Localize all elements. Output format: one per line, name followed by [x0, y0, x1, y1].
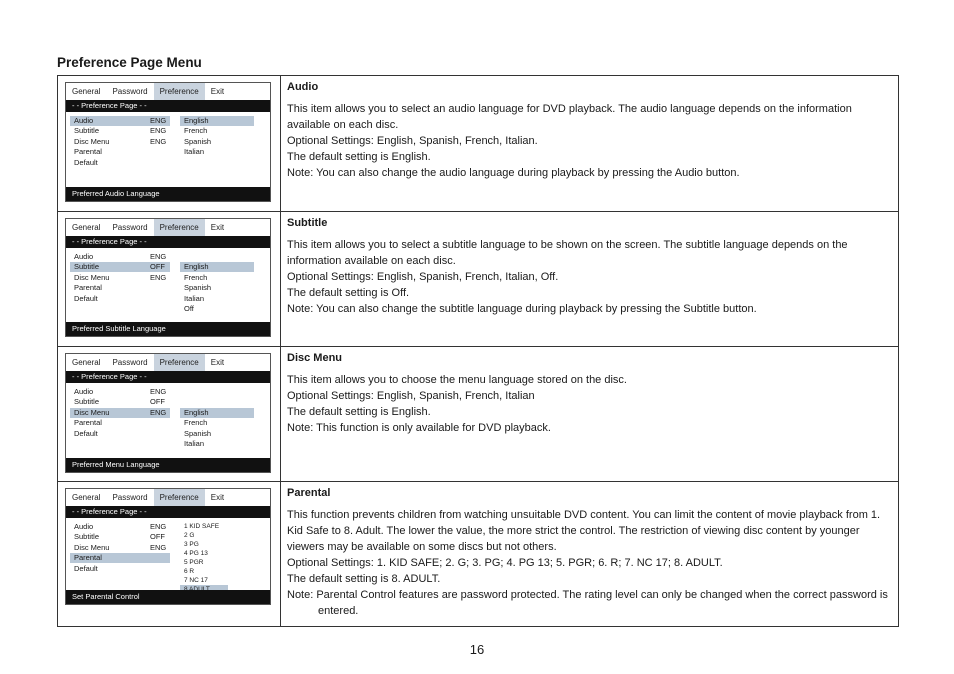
osd-option-item: French [184, 418, 208, 428]
osd-tab: Preference [154, 354, 205, 371]
description-cell [281, 212, 899, 347]
osd-menu-value: OFF [150, 397, 165, 407]
section-row [58, 212, 899, 347]
osd-header-bar: - - Preference Page - - [66, 506, 270, 518]
osd-menu-item: Parental [74, 553, 102, 563]
osd-menu-item: Default [74, 428, 98, 438]
osd-menu-item: Audio [74, 522, 94, 531]
osd-menu-item: Default [74, 293, 98, 303]
settings-table [57, 75, 899, 627]
section-paragraph: This item allows you to select an audio language for DVD playback. The audio language depends on the information available on each disc. [287, 103, 852, 131]
osd-option-item: Spanish [184, 428, 212, 438]
osd-screenshot [65, 488, 271, 605]
osd-menu-item: Disc Menu [74, 407, 110, 417]
osd-menu-value: OFF [150, 532, 165, 542]
osd-menu-item: Parental [74, 418, 102, 428]
section-paragraph: Optional Settings: English, Spanish, French, Italian [287, 390, 535, 402]
section-row [58, 76, 899, 212]
section-title: Subtitle [287, 217, 328, 229]
osd-menu-value: ENG [150, 272, 167, 282]
osd-menu-item: Subtitle [74, 126, 100, 136]
osd-option-item: Italian [184, 293, 205, 303]
osd-tab: General [72, 493, 101, 502]
osd-menu-item: Parental [74, 147, 102, 157]
osd-option-item: English [184, 116, 209, 125]
osd-tab: Preference [154, 219, 205, 236]
osd-tab: Password [112, 223, 148, 232]
section-paragraph: The default setting is English. [287, 151, 431, 163]
osd-option-item: 7 NC 17 [184, 576, 208, 584]
osd-menu-value: ENG [150, 522, 167, 531]
osd-menu-item: Disc Menu [74, 136, 110, 146]
osd-menu-item: Parental [74, 283, 102, 293]
osd-tab: Exit [210, 358, 225, 367]
osd-menu-item: Subtitle [74, 532, 100, 542]
osd-tab-bar [66, 354, 270, 371]
osd-screenshot [65, 353, 271, 473]
section-paragraph: This item allows you to choose the menu language stored on the disc. [287, 374, 627, 386]
osd-tab: Preference [154, 489, 205, 506]
osd-tab: General [72, 87, 101, 96]
osd-option-item: 5 PGR [184, 558, 204, 566]
osd-option-item: English [184, 407, 209, 417]
osd-menu-value: ENG [150, 407, 167, 417]
osd-tab-bar [66, 489, 270, 506]
osd-tab: Exit [210, 493, 225, 502]
section-paragraph: The default setting is 8. ADULT. [287, 573, 441, 585]
osd-option-item: French [184, 126, 208, 136]
osd-tab: Exit [210, 223, 225, 232]
osd-footer-bar: Preferred Menu Language [66, 458, 270, 472]
page-title: Preference Page Menu [57, 55, 202, 70]
osd-screenshot [65, 218, 271, 337]
osd-menu-item: Subtitle [74, 262, 100, 272]
section-title: Disc Menu [287, 352, 343, 364]
osd-footer-bar: Preferred Subtitle Language [66, 322, 270, 336]
osd-option-item: Italian [184, 439, 205, 448]
osd-option-item: 6 R [184, 567, 195, 575]
osd-menu-item: Disc Menu [74, 542, 110, 552]
description-cell [281, 76, 899, 212]
section-title: Audio [287, 81, 319, 93]
section-paragraph: The default setting is Off. [287, 287, 410, 299]
osd-header-bar: - - Preference Page - - [66, 100, 270, 112]
osd-menu-item: Default [74, 157, 98, 167]
osd-menu-value: ENG [150, 136, 167, 146]
osd-tab: Exit [210, 87, 225, 96]
osd-option-item: English [184, 262, 209, 272]
osd-tab: General [72, 358, 101, 367]
osd-option-item: 3 PG [184, 540, 199, 548]
section-note: Note: This function is only available for DVD playback. [287, 422, 551, 434]
osd-tab: Password [112, 493, 148, 502]
description-cell [281, 482, 899, 627]
osd-menu-item: Default [74, 563, 98, 573]
osd-menu-value: OFF [150, 262, 165, 272]
osd-footer-bar: Preferred Audio Language [66, 187, 270, 201]
osd-tab: Preference [154, 83, 205, 100]
osd-menu-value: ENG [150, 387, 167, 396]
osd-menu-value: ENG [150, 126, 167, 136]
osd-tab-bar [66, 83, 270, 100]
osd-screenshot [65, 82, 271, 202]
osd-menu-item: Audio [74, 387, 94, 396]
section-note: Note: You can also change the audio language during playback by pressing the Audio button. [287, 167, 740, 179]
osd-screenshot-cell [58, 212, 281, 347]
osd-option-item: Spanish [184, 136, 212, 146]
section-paragraph: The default setting is English. [287, 406, 431, 418]
osd-option-item: Italian [184, 147, 205, 157]
osd-option-item: Spanish [184, 283, 212, 293]
osd-menu-value: ENG [150, 542, 167, 552]
osd-option-item: 1 KID SAFE [184, 523, 220, 530]
section-paragraph: This item allows you to select a subtitle language to be shown on the screen. The subtitle language depends on the information available on each disc. [287, 239, 848, 267]
osd-tab: Password [112, 87, 148, 96]
section-paragraph: Optional Settings: English, Spanish, French, Italian. [287, 135, 538, 147]
osd-header-bar: - - Preference Page - - [66, 371, 270, 383]
section-title: Parental [287, 487, 331, 499]
description-cell [281, 347, 899, 482]
osd-menu-item: Subtitle [74, 397, 100, 407]
section-paragraph: Optional Settings: 1. KID SAFE; 2. G; 3. PG; 4. PG 13; 5. PGR; 6. R; 7. NC 17; 8. ADULT. [287, 557, 723, 569]
osd-tab: General [72, 223, 101, 232]
page-number: 16 [469, 642, 485, 657]
osd-menu-item: Audio [74, 116, 94, 125]
section-paragraph: Optional Settings: English, Spanish, French, Italian, Off. [287, 271, 559, 283]
osd-option-item: French [184, 272, 208, 282]
section-row [58, 347, 899, 482]
osd-footer-bar: Set Parental Control [66, 590, 270, 604]
osd-header-bar: - - Preference Page - - [66, 236, 270, 248]
osd-screenshot-cell [58, 347, 281, 482]
osd-option-item: 2 G [184, 531, 195, 539]
osd-screenshot-cell [58, 482, 281, 627]
osd-menu-item: Audio [74, 252, 94, 261]
osd-menu-value: ENG [150, 252, 167, 261]
osd-screenshot-cell [58, 76, 281, 212]
section-row [58, 482, 899, 627]
section-note: Note: Parental Control features are password protected. The rating level can only be changed when the correct password is entered. [287, 589, 888, 617]
osd-option-item: 4 PG 13 [184, 549, 208, 557]
osd-option-item: Off [184, 304, 194, 313]
osd-menu-item: Disc Menu [74, 272, 110, 282]
section-note: Note: You can also change the subtitle language during playback by pressing the Subtitle button. [287, 303, 757, 315]
section-paragraph: This function prevents children from watching unsuitable DVD content. You can limit the content of movie playback from 1. Kid Safe to 8. Adult. The lower the value, the more strict the control. The restriction of viewing disc content by younger viewers may be available on some discs but not others. [287, 509, 881, 553]
osd-menu-value: ENG [150, 116, 167, 125]
osd-tab-bar [66, 219, 270, 236]
osd-tab: Password [112, 358, 148, 367]
